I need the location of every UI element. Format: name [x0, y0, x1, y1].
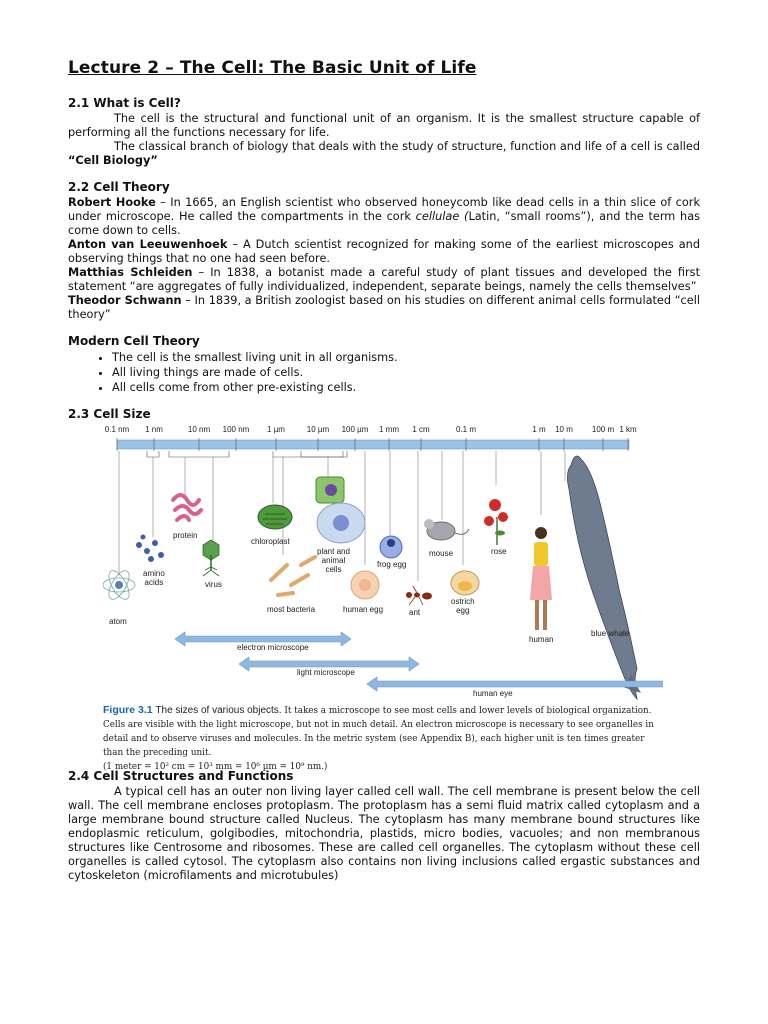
amino-acids-icon	[136, 535, 164, 563]
bullet-list	[68, 350, 700, 395]
cell-size-figure	[103, 425, 663, 772]
paragraph: The classical branch of biology that deals with the study of structure, function and life of a cell is called “Cell Biology”	[68, 140, 700, 167]
frog-egg-icon	[380, 536, 402, 558]
ant-icon	[406, 586, 432, 605]
scale-tick: 100 m	[591, 425, 615, 434]
scale-tick: 10 m	[555, 425, 573, 434]
section-cell-structures	[68, 769, 700, 883]
paragraph: The cell is the structural and functional unit of an organism. It is the smallest structure capable of performing all the functions necessary for life.	[68, 112, 700, 139]
human-icon	[530, 527, 552, 630]
label-protein: protein	[173, 531, 198, 540]
virus-icon	[203, 540, 219, 576]
label-virus: virus	[205, 580, 222, 589]
document-page	[68, 58, 700, 895]
section-modern-cell-theory	[68, 334, 700, 395]
list-item: • All living things are made of cells.	[112, 365, 700, 380]
human-egg-icon	[351, 571, 379, 599]
scale-tick: 1 mm	[379, 425, 399, 434]
caption-number: Figure 3.1	[103, 704, 153, 716]
ostrich-egg-icon	[451, 571, 479, 595]
scale-bar	[117, 440, 629, 449]
label-chloroplast: chloroplast	[251, 537, 290, 546]
scale-tick: 10 µm	[306, 425, 330, 434]
list-item: • All cells come from other pre-existing cells.	[112, 380, 700, 395]
scale-tick: 1 µm	[267, 425, 285, 434]
scale-tick: 100 µm	[341, 425, 369, 434]
label-electron-microscope: electron microscope	[237, 643, 309, 652]
label-rose: rose	[491, 547, 507, 556]
label-most-bacteria: most bacteria	[267, 605, 316, 614]
blue-whale-icon	[567, 456, 641, 699]
scale-tick: 1 m	[532, 425, 546, 434]
label-mouse: mouse	[429, 549, 454, 558]
caption-title: The sizes of various objects.	[155, 705, 282, 716]
human-eye-range	[367, 677, 663, 691]
mouse-icon	[424, 519, 469, 540]
label-ant: ant	[409, 608, 421, 617]
label-amino-acids: amino acids	[143, 569, 165, 587]
cells-icon	[316, 477, 365, 543]
label-light-microscope: light microscope	[297, 668, 355, 677]
protein-icon	[173, 495, 201, 520]
paragraph-schwann: Theodor Schwann – In 1839, a British zoologist based on his studies on different animal cells formulated “cell theory”	[68, 294, 700, 321]
section-heading: 2.1 What is Cell?	[68, 96, 181, 110]
label-ostrich-egg: ostrich egg	[451, 597, 475, 615]
scale-tick: 1 cm	[412, 425, 430, 434]
label-human-egg: human egg	[343, 605, 384, 614]
subsection-heading: Modern Cell Theory	[68, 334, 200, 348]
section-heading: 2.4 Cell Structures and Functions	[68, 769, 294, 783]
section-heading: 2.2 Cell Theory	[68, 180, 170, 194]
bold-term: “Cell Biology”	[68, 154, 158, 167]
paragraph-hooke: Robert Hooke – In 1665, an English scientist who observed honeycomb like dead cells in a thin slice of cork under microscope. He called the compartments in the cork cellulae (Latin, “small rooms”), and the term has come down to cells.	[68, 196, 700, 237]
scale-tick: 1 nm	[145, 425, 163, 434]
label-atom: atom	[109, 617, 127, 626]
paragraph-leeuwenhoek: Anton van Leeuwenhoek – A Dutch scientist recognized for making some of the earliest microscopes and observing things that no one had seen before.	[68, 238, 701, 265]
section-heading: 2.3 Cell Size	[68, 407, 151, 421]
scale-tick: 0.1 m	[455, 425, 477, 434]
bacteria-icon	[271, 557, 315, 595]
section-cell-size	[68, 407, 700, 772]
scale-tick: 0.1 nm	[104, 425, 130, 434]
label-frog-egg: frog egg	[377, 560, 407, 569]
figure-caption: Figure 3.1 The sizes of various objects. It takes a microscope to see most cells and lower levels of biological organization. Cells are visible with the light microscope, but not in much detail. An electron microscope is necessary to see organelles in detail and to observe viruses and molecules. In the metric system (see Appendix B), each higher unit is ten times greater than the preceding unit. (1 meter = 10² cm = 10³ mm = 10⁶ µm = 10⁹ nm.)	[103, 704, 654, 772]
label-blue-whale: blue whale	[591, 629, 630, 638]
scale-tick: 1 km	[619, 425, 637, 434]
rose-icon	[484, 499, 508, 545]
section-cell-theory	[68, 180, 700, 322]
chloroplast-icon	[258, 505, 292, 529]
section-what-is-cell	[68, 96, 700, 168]
page-title: Lecture 2 – The Cell: The Basic Unit of Life	[68, 58, 477, 78]
label-plant-animal-cells: plant and animal cells	[317, 547, 350, 574]
paragraph-schleiden: Matthias Schleiden – In 1838, a botanist made a careful study of plant tissues and developed the first statement “are aggregates of fully individualized, independent, separate beings, namely the cells themselves”	[68, 266, 701, 293]
scale-tick: 10 nm	[187, 425, 211, 434]
list-item: • The cell is the smallest living unit in all organisms.	[112, 350, 700, 365]
scale-tick: 100 nm	[222, 425, 250, 434]
label-human-eye: human eye	[473, 689, 513, 698]
paragraph: A typical cell has an outer non living layer called cell wall. The cell membrane is present below the cell wall. The cell membrane encloses protoplasm. The protoplasm has a semi fluid matrix called cytoplasm and a large membrane bound structure called Nucleus. The cytoplasm has many membrane bound structures like endoplasmic reticulum, golgibodies, mitochondria, plastids, micro bodies, vacuoles; and non membranous structures like Centrosome and ribosomes. These are called cell organelles. The cytoplasm without these cell organelles is called cytosol. The cytoplasm also contains non living inclusions called ergastic substances and cytoskeleton (microfilaments and microtubules)	[68, 785, 700, 882]
label-human: human	[529, 635, 554, 644]
